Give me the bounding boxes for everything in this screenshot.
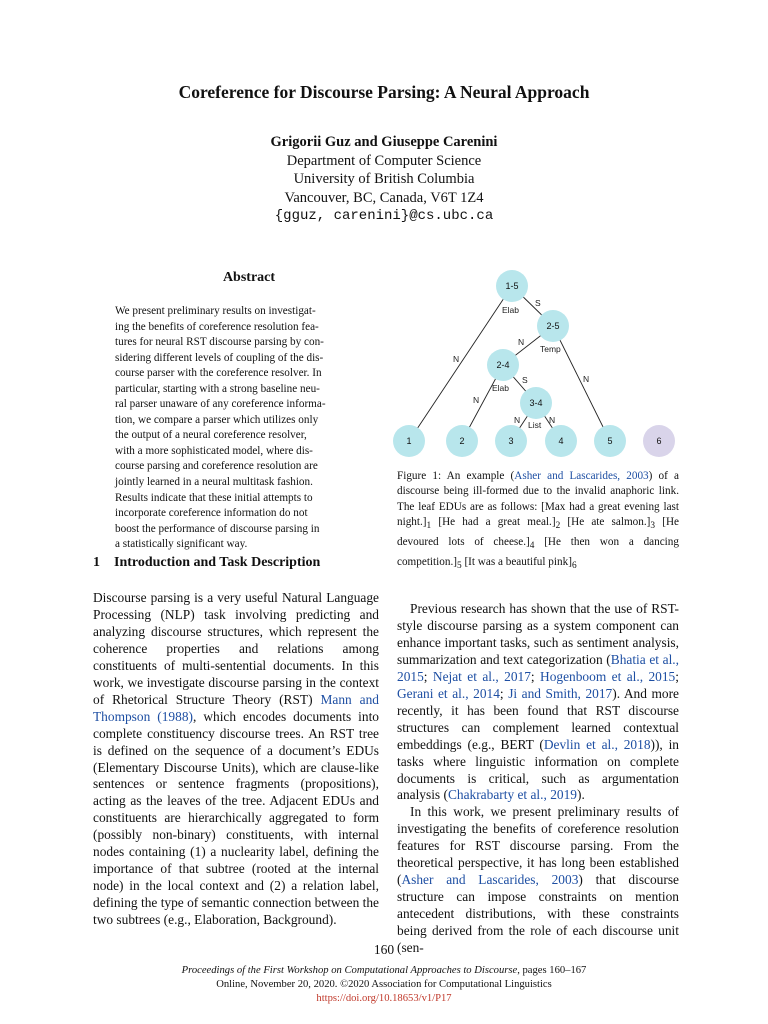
- author-university: University of British Columbia: [293, 171, 475, 187]
- node-label: 3-4: [529, 398, 543, 408]
- section-heading: [93, 555, 383, 571]
- nuclearity-label: S: [522, 375, 528, 385]
- leaf-label: 2: [459, 436, 465, 446]
- caption-text: [He then won a dancing competition.]: [397, 535, 679, 568]
- caption-text: Figure 1: An example (: [397, 470, 515, 482]
- citation-link[interactable]: Chakrabarty et al., 2019: [447, 787, 577, 803]
- leaf-label: 5: [607, 436, 613, 446]
- nuclearity-label: N: [518, 337, 525, 347]
- footer-doi-link[interactable]: https://doi.org/10.18653/v1/P17: [316, 993, 452, 1005]
- text-run: , which encodes documents into complete constituency discourse trees. An RST tree is defined on the sequence of a document’s EDUs (Elementary Discourse Units), which are clause-like sentences or sentence fragments (propositions), acting as the leaves of the tree. Adjacent EDUs and constituents are hierarchically aggregated to form (possibly non-binary) constituents, with internal nodes containing (1) a nuclearity label, defining the importance of that subtree (rooted at the internal node) in the local context and (2) a relation label, defining the type of semantic connection between the two subtrees (e.g., Elaboration, Background).: [93, 708, 379, 928]
- edu-index: 5: [456, 560, 462, 571]
- author-location: Vancouver, BC, Canada, V6T 1Z4: [284, 189, 484, 206]
- edu-index: 1: [426, 521, 432, 532]
- nuclearity-label: N: [453, 354, 460, 364]
- author-names: Grigorii Guz and Giuseppe Carenini: [270, 134, 498, 150]
- abstract-line: course parser with the coreference resolver. In: [115, 367, 322, 380]
- citation-link[interactable]: Ji and Smith, 2017: [508, 685, 613, 701]
- paragraph: [93, 590, 379, 929]
- caption-text: ) of a discourse being ill-formed due to the invalid anaphoric link. The leaf EDUs are as follows: [Max had a great evening last night.]: [397, 470, 680, 529]
- text-run: ;: [499, 685, 509, 701]
- nuclearity-label: N: [514, 415, 521, 425]
- footer-proceedings: Proceedings of the First Workshop on Computational Approaches to Discourse: [181, 965, 518, 976]
- text-run: In this work, we present preliminary results of investigating the benefits of coreference resolution features for RST discourse parsing. From the theoretical perspective, it has long been established (: [397, 804, 679, 888]
- page-footer: [0, 964, 768, 1007]
- nuclearity-label: N: [583, 374, 590, 384]
- text-run: ).: [576, 787, 585, 803]
- abstract-line: sidering different levels of coupling of the dis-: [115, 351, 324, 364]
- abstract-line: course parsing and coreference resolution are: [115, 460, 318, 473]
- edu-index: 2: [555, 521, 561, 532]
- relation-label: Elab: [492, 383, 510, 393]
- leaf-label: 3: [508, 436, 514, 446]
- edu-index: 6: [571, 560, 577, 571]
- abstract-line: ral parser unaware of any coreference informa-: [115, 398, 326, 411]
- section-title: Introduction and Task Description: [114, 555, 321, 570]
- relation-label: Temp: [540, 344, 561, 354]
- text-run: ). And more recently, it has been found that RST discourse structures can complement learned contextual embeddings (e.g., BERT (: [397, 685, 680, 752]
- text-run: ;: [530, 668, 541, 684]
- text-run: ;: [675, 668, 679, 684]
- text-run: Previous research has shown that the use of RST-style discourse parsing as a system component can enhance important tasks, such as sentiment analysis, summarization and text categorization (: [397, 601, 679, 667]
- edu-index: 4: [529, 541, 535, 552]
- caption-text: [He ate salmon.]: [560, 516, 651, 529]
- nuclearity-label: N: [549, 415, 556, 425]
- node-label: 2-5: [546, 321, 560, 331]
- author-block: [0, 133, 768, 226]
- abstract-line: a statistically significant way.: [115, 538, 248, 551]
- caption-text: [He had a great meal.]: [431, 516, 556, 529]
- abstract-line: tion, we compare a parser which utilizes only: [115, 413, 319, 426]
- abstract-line: jointly learned in a neural multitask fashion.: [115, 476, 313, 489]
- edu-index: 3: [650, 521, 656, 532]
- abstract-heading: Abstract: [222, 270, 276, 285]
- citation-link[interactable]: Mann and Thompson (1988): [93, 691, 379, 724]
- text-run: ;: [423, 668, 433, 684]
- paragraph: [397, 804, 679, 957]
- nuclearity-label: N: [473, 395, 480, 405]
- leaf-label: 4: [558, 436, 564, 446]
- abstract-line: Results indicate that these initial attempts to: [115, 491, 313, 504]
- node-label: 1-5: [505, 281, 519, 291]
- figure-caption: [397, 469, 679, 574]
- citation-link[interactable]: Nejat et al., 2017: [432, 668, 531, 684]
- nuclearity-label: S: [535, 298, 541, 308]
- text-run: Discourse parsing is a very useful Natural Language Processing (NLP) task involving predicting and analyzing discourse structures, which represent the coherence properties and relations among constituents of multi-sentential documents. In this work, we investigate discourse parsing in the context of Rhetorical Structure Theory (RST): [93, 590, 379, 707]
- right-column-body: [397, 601, 679, 957]
- text-run: ) that discourse structure can impose constraints on mention antecedent distributions, with these constraints being derived from the role of each discourse unit (sen-: [397, 872, 679, 956]
- citation-link[interactable]: Asher and Lascarides, 2003: [514, 470, 649, 482]
- citation-link[interactable]: Asher and Lascarides, 2003: [401, 872, 579, 888]
- abstract-line: with a more sophisticated model, where dis-: [115, 444, 313, 457]
- abstract-line: We present preliminary results on investigat-: [115, 305, 316, 317]
- abstract-body: [115, 304, 355, 553]
- citation-link[interactable]: Gerani et al., 2014: [397, 685, 500, 701]
- relation-label: Elab: [502, 305, 520, 315]
- caption-text: [He devoured lots of cheese.]: [397, 516, 679, 548]
- section-number: 1: [93, 555, 100, 570]
- footer-online: Online, November 20, 2020. ©2020 Association for Computational Linguistics: [216, 979, 552, 991]
- citation-link[interactable]: Devlin et al., 2018: [543, 736, 651, 752]
- paragraph: [397, 601, 679, 804]
- left-column-body: [93, 590, 379, 929]
- paper-title: Coreference for Discourse Parsing: A Neural Approach: [178, 82, 590, 102]
- text-run: )), in tasks where linguistic information on complete documents is critical, such as argumentation analysis (: [397, 736, 679, 803]
- node-label: 2-4: [496, 360, 510, 370]
- abstract-line: particular, starting with a strong baseline neu-: [115, 382, 320, 395]
- author-email: {gguz, carenini}@cs.ubc.ca: [274, 208, 494, 224]
- footer-proceedings-line: [0, 964, 768, 978]
- citation-link[interactable]: Hogenboom et al., 2015: [540, 668, 676, 684]
- relation-label: List: [528, 420, 542, 430]
- rst-tree-figure: [385, 265, 695, 465]
- abstract-line: ing the benefits of coreference resolution fea-: [115, 320, 319, 333]
- footer-pages: , pages 160–167: [517, 965, 587, 976]
- author-department: Department of Computer Science: [286, 152, 482, 169]
- leaf-label: 6: [656, 436, 662, 446]
- abstract-line: incorporate coreference information do not: [115, 507, 308, 520]
- page-number: 160: [373, 942, 395, 957]
- caption-text: [It was a beautiful pink]: [461, 555, 572, 568]
- leaf-label: 1: [406, 436, 412, 446]
- citation-link[interactable]: Bhatia et al., 2015: [397, 651, 679, 684]
- edge-labels: [453, 298, 589, 430]
- abstract-line: boost the performance of discourse parsing in: [115, 522, 320, 535]
- abstract-line: tures for neural RST discourse parsing by con-: [115, 336, 324, 349]
- abstract-line: the output of a neural coreference resolver,: [115, 429, 307, 442]
- edge-25-leaf5: [553, 326, 610, 441]
